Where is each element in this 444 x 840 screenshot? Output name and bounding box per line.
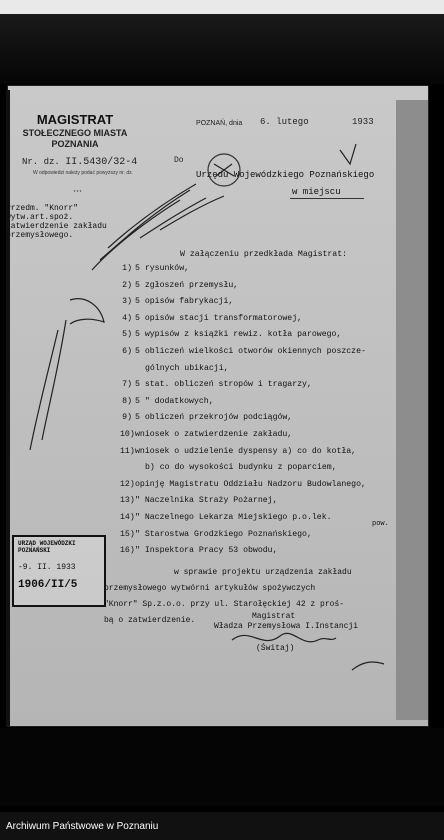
enclosure-item-number: 9) xyxy=(122,413,132,423)
enclosure-item xyxy=(120,430,292,439)
enclosure-item-number: 4) xyxy=(122,313,132,323)
enclosure-item xyxy=(120,513,332,522)
item-extra-note: pow. xyxy=(372,520,389,528)
reference-number xyxy=(22,157,137,168)
enclosure-item-text: 5 opisów stacji transformatorowej, xyxy=(135,313,303,323)
enclosure-item-text: 5 opisów fabrykacji, xyxy=(135,297,234,307)
enclosure-item xyxy=(120,314,302,323)
enclosure-item-text: " Starostwa Grodzkiego Poznańskiego, xyxy=(135,529,312,539)
signature-line3: (Świtaj) xyxy=(256,644,295,653)
closing-line2: przemysłowego wytwórni artykułów spożywczych xyxy=(104,584,316,593)
enclosure-item-number: 8) xyxy=(122,396,132,406)
enclosure-item-number: 15) xyxy=(120,529,135,539)
recipient-line1: Urzędu Wojewódzkiego Poznańskiego xyxy=(196,170,375,180)
enclosure-item-text: gólnych ubikacji, xyxy=(145,363,229,373)
enclosure-item-number: 10) xyxy=(120,430,135,439)
letterhead-subtitle xyxy=(6,128,144,150)
reference-note: W odpowiedzi należy podać powyższy nr. dz. xyxy=(32,170,134,176)
enclosure-item xyxy=(120,347,366,356)
enclosure-item-number: 7) xyxy=(122,380,132,390)
enclosure-item-text: wniosek o zatwierdzenie zakładu, xyxy=(135,430,293,439)
enclosure-item-text: " Naczelnego Lekarza Miejskiego p.o.lek. xyxy=(135,513,332,522)
enclosure-item-number: 5) xyxy=(122,330,132,340)
enclosure-item-text: b) co do wysokości budynku z poparciem, xyxy=(145,463,337,473)
enclosure-item xyxy=(120,364,229,373)
scan-top-band xyxy=(0,14,444,84)
page-edge-shadow xyxy=(6,90,10,726)
enclosure-item-text: wniosek o udzielenie dyspensy a) co do kotła, xyxy=(135,446,357,456)
enclosure-item xyxy=(120,480,366,489)
recipient-underline xyxy=(290,198,364,199)
enclosure-item xyxy=(120,463,337,472)
enclosure-item xyxy=(120,281,238,290)
intro-text: W załączeniu przedkłada Magistrat: xyxy=(180,250,348,259)
place-label: POZNAŃ, dnia xyxy=(196,120,243,127)
stamp-title: URZĄD WOJEWÓDZKI POZNAŃSKI xyxy=(18,540,76,554)
enclosure-item-text: 5 stat. obliczeń stropów i tragarzy, xyxy=(135,380,312,390)
stamp-date: -9. II. 1933 xyxy=(18,563,76,572)
subject-block xyxy=(6,204,107,240)
enclosure-item-text: opinję Magistratu Oddziału Nadzoru Budowlanego, xyxy=(135,479,366,489)
reference-value: II.5430/32-4 xyxy=(65,157,138,168)
archive-name: Archiwum Państwowe w Poznaniu xyxy=(6,821,159,832)
scan-bottom-band xyxy=(0,728,444,806)
separator-stars: *** xyxy=(73,190,83,196)
reference-label: Nr. dz. xyxy=(22,157,60,167)
enclosure-item-text: " Naczelnika Straży Pożarnej, xyxy=(135,496,278,506)
stamp-number: 1906/II/5 xyxy=(18,579,78,591)
subject-line1: Przedm. "Knorr" xyxy=(6,204,79,213)
letterhead-subtitle-line1: STOŁECZNEGO MIASTA xyxy=(22,128,128,138)
enclosure-item xyxy=(120,330,341,339)
enclosure-item-number: 16) xyxy=(120,546,135,556)
closing-line1: w sprawie projektu urządzenia zakładu xyxy=(174,568,352,577)
signature-line1: Magistrat xyxy=(252,612,296,621)
enclosure-item-number: 11) xyxy=(120,446,135,456)
enclosure-item xyxy=(120,397,214,406)
enclosure-item xyxy=(120,297,233,306)
subject-line2: wytw.art.spoż. xyxy=(6,213,74,222)
enclosure-item-text: 5 obliczeń przekrojów podciągów, xyxy=(135,413,293,423)
signature-line2: Władza Przemysłowa I.Instancji xyxy=(214,622,359,631)
year-value: 1933 xyxy=(352,117,374,127)
recipient-line2: w miejscu xyxy=(292,187,341,197)
subject-line4: przemysłowego. xyxy=(6,231,74,240)
top-bar xyxy=(0,0,444,14)
enclosure-item xyxy=(120,264,189,273)
enclosure-item xyxy=(120,496,278,505)
closing-line4: bą o zatwierdzenie. xyxy=(104,616,196,625)
enclosure-item-text: " Inspektora Pracy 53 obwodu, xyxy=(135,546,278,556)
enclosure-item-number: 2) xyxy=(122,280,132,290)
archive-footer xyxy=(0,812,444,840)
enclosure-item-text: 5 rysunków, xyxy=(135,264,190,273)
enclosure-item-text: 5 zgłoszeń przemysłu, xyxy=(135,280,239,290)
receipt-stamp xyxy=(12,535,106,607)
letterhead-title: MAGISTRAT xyxy=(36,112,114,127)
recipient-prefix: Do xyxy=(174,156,184,165)
enclosure-item-text: 5 obliczeń wielkości otworów okiennych poszcze- xyxy=(135,347,366,356)
enclosure-item xyxy=(120,546,278,555)
enclosure-item-number: 1) xyxy=(122,264,132,273)
subject-line3: zatwierdzenie zakładu xyxy=(6,222,107,231)
enclosure-item xyxy=(120,380,312,389)
enclosure-item xyxy=(120,413,292,422)
enclosure-item-text: 5 wypisów z książki rewiz. kotła parowego, xyxy=(135,330,342,340)
enclosure-item-text: 5 " dodatkowych, xyxy=(135,396,214,406)
enclosure-item xyxy=(120,447,356,456)
enclosure-item-number: 12) xyxy=(120,479,135,489)
letterhead-subtitle-line2: POZNANIA xyxy=(51,139,99,149)
enclosure-item-number: 14) xyxy=(120,513,135,522)
date-value: 6. lutego xyxy=(260,117,309,127)
enclosure-item xyxy=(120,530,312,539)
enclosure-item-number: 6) xyxy=(122,347,132,356)
enclosure-item-number: 13) xyxy=(120,496,135,506)
closing-line3: "Knorr" Sp.z.o.o. przy ul. Starołęckiej 42 z proś- xyxy=(104,600,345,609)
enclosure-item-number: 3) xyxy=(122,297,132,307)
